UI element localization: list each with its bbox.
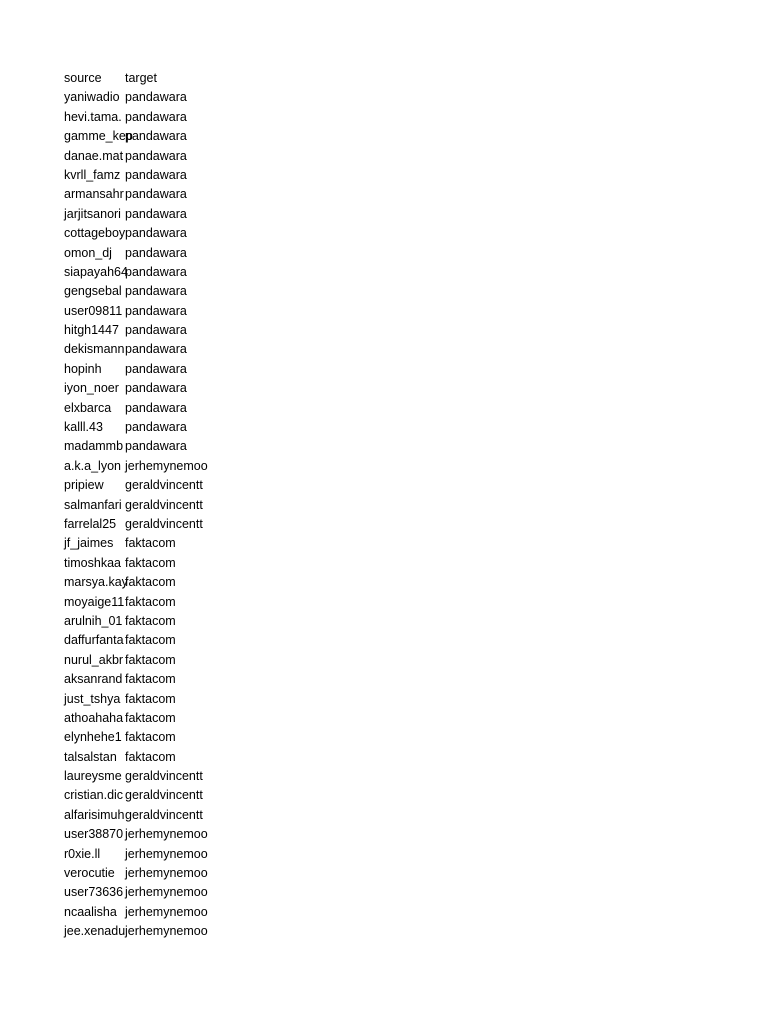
target-cell[interactable]: geraldvincentt <box>125 788 203 803</box>
target-cell[interactable]: faktacom <box>125 633 176 648</box>
table-row <box>64 166 275 185</box>
target-cell[interactable]: pandawara <box>125 90 187 105</box>
table-row <box>64 534 275 553</box>
source-cell[interactable]: kvrll_famz <box>64 167 121 182</box>
target-cell[interactable]: faktacom <box>125 613 176 628</box>
table-row <box>64 224 275 243</box>
source-cell[interactable]: kalll.43 <box>64 420 103 435</box>
target-cell[interactable]: jerhemynemoo <box>125 924 208 939</box>
source-cell[interactable]: athoahaha <box>64 710 124 725</box>
table-row <box>64 399 275 418</box>
table-row <box>64 806 275 825</box>
source-cell[interactable]: jee.xenadu <box>64 924 126 939</box>
target-cell[interactable]: faktacom <box>125 749 176 764</box>
table-row <box>64 205 275 224</box>
table-row <box>64 670 275 689</box>
target-cell[interactable]: pandawara <box>125 420 187 435</box>
table-row <box>64 748 275 767</box>
source-cell[interactable]: armansahr <box>64 187 124 202</box>
target-cell[interactable]: faktacom <box>125 672 176 687</box>
target-cell[interactable]: pandawara <box>125 109 187 124</box>
source-cell[interactable]: alfarisimuh <box>64 807 125 822</box>
table-row <box>64 108 275 127</box>
source-cell[interactable]: hopinh <box>64 361 102 376</box>
target-cell[interactable]: jerhemynemoo <box>125 846 208 861</box>
table-row <box>64 88 275 107</box>
table-row <box>64 767 275 786</box>
target-cell[interactable]: pandawara <box>125 167 187 182</box>
table-row <box>64 573 275 592</box>
target-cell[interactable]: faktacom <box>125 710 176 725</box>
source-cell[interactable]: aksanrand <box>64 672 123 687</box>
source-cell[interactable]: arulnih_01 <box>64 613 123 628</box>
source-cell[interactable]: iyon_noer <box>64 381 119 396</box>
source-cell[interactable]: jarjitsanori <box>64 206 121 221</box>
table-row <box>64 709 275 728</box>
target-cell[interactable]: geraldvincentt <box>125 478 203 493</box>
target-cell[interactable]: faktacom <box>125 652 176 667</box>
target-cell[interactable]: pandawara <box>125 303 187 318</box>
source-cell[interactable]: r0xie.ll <box>64 846 101 861</box>
target-cell[interactable]: jerhemynemoo <box>125 885 208 900</box>
target-cell[interactable]: pandawara <box>125 284 187 299</box>
source-cell[interactable]: daffurfanta <box>64 633 124 648</box>
target-cell[interactable]: pandawara <box>125 323 187 338</box>
target-cell[interactable]: faktacom <box>125 594 176 609</box>
source-cell[interactable]: talsalstan <box>64 749 117 764</box>
source-cell[interactable]: elynhehe1 <box>64 730 122 745</box>
source-cell[interactable]: siapayah64 <box>64 264 128 279</box>
header-source[interactable]: source <box>64 71 102 85</box>
source-cell[interactable]: hevi.tama. <box>64 109 122 124</box>
table-row <box>64 728 275 747</box>
source-cell[interactable]: user38870 <box>64 827 124 842</box>
source-cell[interactable]: madammb <box>64 439 124 454</box>
source-cell[interactable]: elxbarca <box>64 400 112 415</box>
table-row <box>64 825 275 844</box>
table-row <box>64 903 275 922</box>
source-cell[interactable]: just_tshya <box>64 691 121 706</box>
table-row <box>64 690 275 709</box>
target-cell[interactable]: pandawara <box>125 400 187 415</box>
target-cell[interactable]: faktacom <box>125 730 176 745</box>
source-cell[interactable]: danae.mat <box>64 148 124 163</box>
target-cell[interactable]: faktacom <box>125 575 176 590</box>
header-row <box>64 69 275 88</box>
source-cell[interactable]: farrelal25 <box>64 516 117 531</box>
table-row <box>64 651 275 670</box>
target-cell[interactable]: pandawara <box>125 206 187 221</box>
table-row <box>64 321 275 340</box>
target-cell[interactable]: pandawara <box>125 361 187 376</box>
source-cell[interactable]: omon_dj <box>64 245 112 260</box>
target-cell[interactable]: pandawara <box>125 226 187 241</box>
table-row <box>64 147 275 166</box>
target-cell[interactable]: pandawara <box>125 439 187 454</box>
source-cell[interactable]: a.k.a_lyon <box>64 458 121 473</box>
source-cell[interactable]: jf_jaimes <box>64 536 114 551</box>
table-row <box>64 127 275 146</box>
table-row <box>64 612 275 631</box>
source-cell[interactable]: salmanfari <box>64 497 122 512</box>
target-cell[interactable]: faktacom <box>125 555 176 570</box>
target-cell[interactable]: geraldvincentt <box>125 497 203 512</box>
table-row <box>64 922 275 941</box>
table-row <box>64 883 275 902</box>
source-cell[interactable]: dekismann <box>64 342 125 357</box>
table-row <box>64 340 275 359</box>
target-cell[interactable]: geraldvincentt <box>125 769 203 784</box>
header-target[interactable]: target <box>125 71 157 85</box>
target-cell[interactable]: jerhemynemoo <box>125 458 208 473</box>
target-cell[interactable]: pandawara <box>125 342 187 357</box>
target-cell[interactable]: jerhemynemoo <box>125 866 208 881</box>
target-cell[interactable]: faktacom <box>125 536 176 551</box>
source-cell[interactable]: yaniwadio <box>64 90 120 105</box>
table-row <box>64 263 275 282</box>
target-cell[interactable]: pandawara <box>125 264 187 279</box>
target-cell[interactable]: pandawara <box>125 245 187 260</box>
target-cell[interactable]: jerhemynemoo <box>125 827 208 842</box>
table-row <box>64 476 275 495</box>
target-cell[interactable]: faktacom <box>125 691 176 706</box>
target-cell[interactable]: pandawara <box>125 148 187 163</box>
source-cell[interactable]: gengsebal <box>64 284 122 299</box>
source-cell[interactable]: verocutie <box>64 866 115 881</box>
table-row <box>64 437 275 456</box>
table-row <box>64 515 275 534</box>
source-cell[interactable]: hitgh1447 <box>64 323 119 338</box>
table-row <box>64 631 275 650</box>
table-row <box>64 244 275 263</box>
target-cell[interactable]: jerhemynemoo <box>125 904 208 919</box>
spreadsheet-table <box>64 69 275 942</box>
source-cell[interactable]: ncaalisha <box>64 904 117 919</box>
table-row <box>64 418 275 437</box>
table-row <box>64 282 275 301</box>
source-cell[interactable]: user73636 <box>64 885 124 900</box>
table-row <box>64 593 275 612</box>
source-cell[interactable]: moyaige11 <box>64 594 125 609</box>
source-cell[interactable]: timoshkaa <box>64 555 121 570</box>
source-cell[interactable]: user09811 <box>64 303 123 318</box>
table-row <box>64 845 275 864</box>
target-cell[interactable]: pandawara <box>125 187 187 202</box>
source-cell[interactable]: cristian.dic <box>64 788 124 803</box>
source-cell[interactable]: laureysme <box>64 769 122 784</box>
source-cell[interactable]: gamme_kep <box>64 129 133 144</box>
table-row <box>64 864 275 883</box>
table-row <box>64 360 275 379</box>
table-row <box>64 302 275 321</box>
table-row <box>64 786 275 805</box>
table-row <box>64 379 275 398</box>
target-cell[interactable]: geraldvincentt <box>125 516 203 531</box>
source-cell[interactable]: nurul_akbr <box>64 652 124 667</box>
target-cell[interactable]: pandawara <box>125 381 187 396</box>
table-body <box>64 88 275 941</box>
table-row <box>64 554 275 573</box>
source-cell[interactable]: pripiew <box>64 478 104 493</box>
table-row <box>64 185 275 204</box>
source-cell[interactable]: marsya.kay <box>64 575 128 590</box>
table-row <box>64 457 275 476</box>
target-cell[interactable]: pandawara <box>125 129 187 144</box>
source-cell[interactable]: cottageboy <box>64 226 126 241</box>
target-cell[interactable]: geraldvincentt <box>125 807 203 822</box>
table-row <box>64 496 275 515</box>
